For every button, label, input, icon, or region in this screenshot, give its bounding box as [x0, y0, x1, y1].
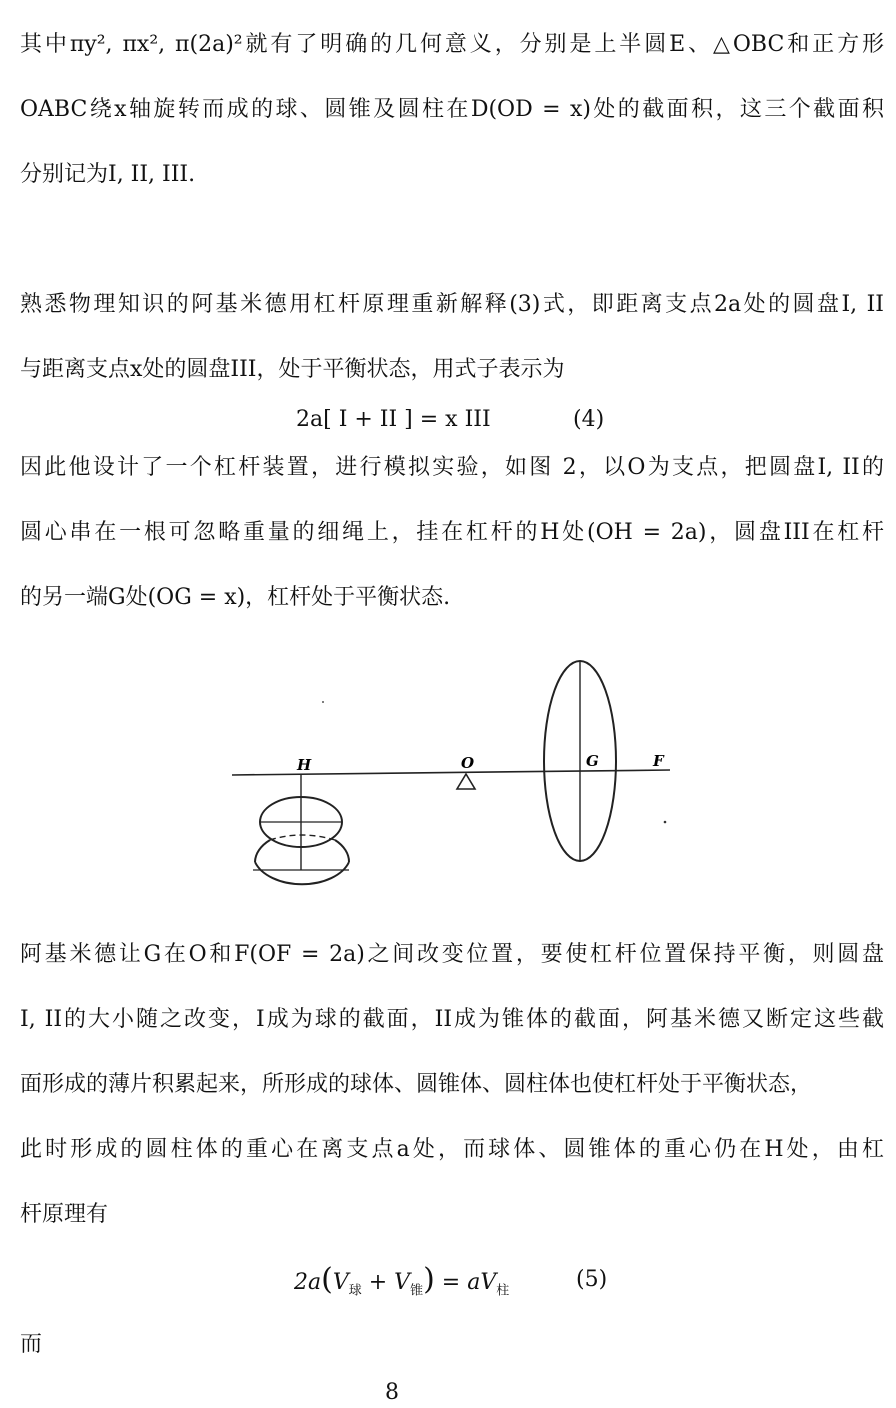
eq5-sub-ball: 球: [348, 1283, 362, 1299]
label-h: H: [297, 756, 312, 774]
scan-dot: [322, 701, 324, 703]
text-line-2: OABC绕x轴旋转而成的球、圆锥及圆柱在D(OD = x)处的截面积，这三个截面积: [20, 97, 884, 122]
page-number: 8: [385, 1380, 399, 1405]
label-g: G: [586, 752, 599, 770]
eq5-sub-cylinder: 柱: [496, 1283, 510, 1299]
text-line-12: 此时形成的圆柱体的重心在离支点a处，而球体、圆锥体的重心仍在H处，由杠: [20, 1137, 884, 1162]
text-line-4: 熟悉物理知识的阿基米德用杠杆原理重新解释(3)式，即距离支点2a处的圆盘I, II: [20, 292, 884, 317]
text-line-3: 分别记为I, II, III.: [20, 162, 196, 187]
eq5-v2: V: [394, 1270, 411, 1295]
eq5-close-paren: ): [423, 1262, 435, 1297]
disc-two-front: [255, 862, 349, 884]
text-line-1: 其中πy², πx², π(2a)²就有了明确的几何意义，分别是上半圆E、△OBC和正方形: [20, 32, 884, 57]
disc-two-hidden-edge: [270, 835, 335, 840]
equation-4: 2a[ I + II ] = x III: [296, 407, 491, 432]
text-line-9: 阿基米德让G在O和F(OF = 2a)之间改变位置，要使杠杆位置保持平衡，则圆盘: [20, 942, 884, 967]
eq5-term: 2a: [294, 1270, 322, 1295]
lever-figure: [225, 650, 675, 905]
equation-4-number: (4): [573, 407, 605, 432]
eq5-rhs: = aV: [434, 1270, 497, 1295]
label-o: O: [461, 754, 475, 772]
text-line-14: 而: [20, 1332, 43, 1357]
text-line-5: 与距离支点x处的圆盘III，处于平衡状态，用式子表示为: [20, 357, 565, 382]
equation-5-number: (5): [576, 1267, 608, 1292]
text-line-11: 面形成的薄片积累起来，所形成的球体、圆锥体、圆柱体也使杠杆处于平衡状态，: [20, 1072, 813, 1097]
eq5-v1: V: [332, 1270, 349, 1295]
text-line-10: I, II的大小随之改变，I成为球的截面，II成为锥体的截面，阿基米德又断定这些截: [20, 1007, 884, 1032]
eq5-plus: +: [361, 1270, 395, 1295]
equation-5: [294, 1262, 510, 1306]
eq5-open-paren: (: [321, 1262, 333, 1297]
text-line-13: 杆原理有: [20, 1202, 109, 1227]
label-f: F: [653, 752, 664, 770]
text-line-6: 因此他设计了一个杠杆装置，进行模拟实验，如图 2，以O为支点，把圆盘I, II的: [20, 455, 884, 480]
fulcrum-triangle: [457, 774, 475, 789]
scan-dot: [664, 821, 667, 824]
text-line-7: 圆心串在一根可忽略重量的细绳上，挂在杠杆的H处(OH = 2a)，圆盘III在杠杆: [20, 520, 884, 545]
text-line-8: 的另一端G处(OG = x)，杠杆处于平衡状态.: [20, 585, 451, 610]
eq5-sub-cone: 锥: [410, 1283, 424, 1299]
